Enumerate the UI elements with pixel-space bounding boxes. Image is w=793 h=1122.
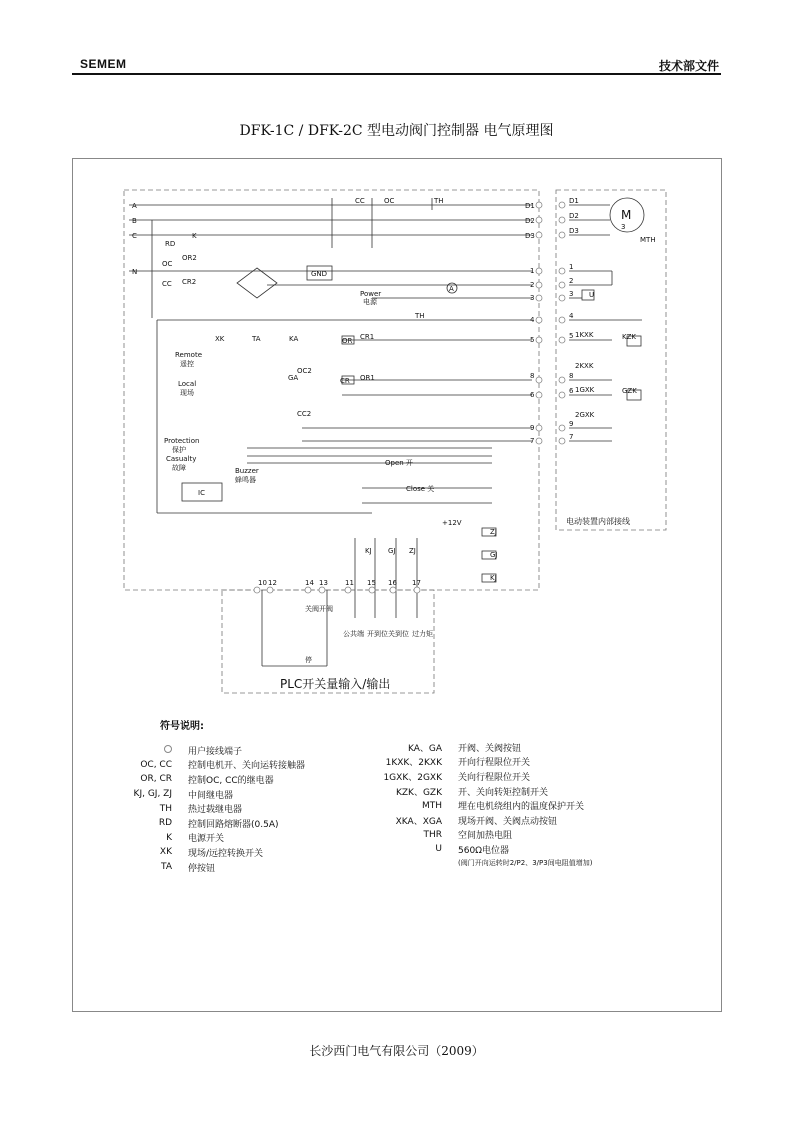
legend-left: [110, 743, 305, 874]
legend-row: [110, 816, 305, 831]
buzzer-en-label: Buzzer: [235, 467, 259, 475]
phase-b-label: B: [132, 217, 137, 225]
legend-sym: XK: [159, 847, 172, 858]
terminal-2: 2: [530, 281, 535, 289]
page-footer: 长沙西门电气有限公司（2009）: [309, 1044, 484, 1058]
legend-sym: U: [435, 844, 442, 855]
legend-sym: RD: [158, 818, 172, 829]
header-rule: [72, 73, 721, 75]
motor-phase-label: 3: [621, 223, 626, 231]
motor-terminal-d2: D2: [569, 212, 579, 220]
phase-n-label: N: [132, 268, 138, 276]
xk-label: XK: [215, 335, 225, 343]
ic-label: IC: [198, 489, 205, 497]
motor-terminal-d3: D3: [569, 227, 579, 235]
local-en-label: Local: [178, 380, 197, 388]
legend-desc: 中间继电器: [188, 790, 234, 801]
legend-row: [110, 860, 305, 875]
kj-contact-label: KJ: [365, 547, 372, 555]
ga-label: GA: [288, 374, 299, 382]
gzk-label: GZK: [622, 387, 637, 395]
cr1-label: CR1: [360, 333, 375, 341]
u-label: U: [589, 291, 595, 299]
kxk2-label: 2KXK: [575, 362, 594, 370]
remote-en-label: Remote: [175, 351, 203, 359]
kj-coil-label: KJ: [490, 574, 497, 582]
legend-row: [110, 845, 305, 860]
legend-sym: THR: [423, 829, 442, 840]
protection-cn-label: 保护: [172, 446, 186, 454]
page-title: DFK-1C / DFK-2C 型电动阀门控制器 电气原理图: [239, 123, 554, 139]
legend-sym: OC, CC: [140, 759, 172, 770]
gj-coil-label: GJ: [490, 551, 498, 559]
legend-row: [110, 831, 305, 846]
legend-desc: 热过载继电器: [188, 805, 243, 816]
casualty-cn-label: 故障: [172, 464, 186, 472]
legend-desc: 电源开关: [188, 834, 225, 845]
common-label: 公共端: [343, 630, 364, 638]
motor-side-terminal-7: 7: [569, 433, 574, 441]
terminal-8: 8: [530, 372, 535, 380]
legend-sym: K: [166, 832, 172, 843]
close-valve-label: 关阀: [305, 605, 319, 613]
terminal-d2: D2: [525, 217, 535, 225]
motor-side-terminal-1: 1: [569, 263, 574, 271]
bottom-terminal-13: 13: [319, 579, 328, 587]
power-en-label: Power: [360, 290, 382, 298]
terminal-1: 1: [530, 267, 535, 275]
oc-relay-label: OC: [162, 260, 173, 268]
legend-row: [370, 813, 592, 828]
motor-side-terminal-6: 6: [569, 387, 574, 395]
gj-contact-label: GJ: [388, 547, 396, 555]
bottom-terminal-11: 11: [345, 579, 354, 587]
legend-row: [370, 842, 592, 857]
legend-row: [370, 798, 592, 813]
cc-relay-label: CC: [162, 280, 172, 288]
wiring-schematic: [72, 158, 720, 718]
ammeter-label: A: [449, 285, 454, 293]
bottom-terminal-15: 15: [367, 579, 376, 587]
legend-row: [110, 801, 305, 816]
legend-row: [110, 758, 305, 773]
legend-row: [110, 772, 305, 787]
legend-row: [110, 743, 305, 758]
legend-desc: 开阀、关阀按钮: [458, 743, 522, 754]
legend-row: [370, 828, 592, 843]
terminal-6: 6: [530, 391, 535, 399]
open-valve-label: 开阀: [319, 605, 333, 613]
legend-sym: KZK、GZK: [395, 787, 442, 798]
motor-label: M: [621, 208, 632, 222]
bottom-terminal-12: 12: [268, 579, 277, 587]
cc-label: CC: [355, 197, 365, 205]
stop-label: 停: [305, 656, 312, 664]
closed-label: 关到位: [388, 630, 409, 638]
cr-label: CR: [340, 377, 350, 385]
legend-desc: 控制OC, CC的继电器: [188, 775, 274, 786]
legend-sym: TA: [161, 862, 172, 873]
legend-sym: MTH: [421, 800, 442, 811]
legend-desc: 控制电机开、关向运转接触器: [188, 761, 306, 772]
zj-coil-label: ZJ: [490, 528, 497, 536]
bottom-terminal-17: 17: [412, 579, 421, 587]
th-contact-label: TH: [415, 312, 425, 320]
legend-right: [370, 740, 592, 869]
inner-wiring-label: 电动装置内部接线: [566, 517, 630, 526]
motor-side-terminal-8: 8: [569, 372, 574, 380]
legend-desc: 开向行程限位开关: [458, 758, 531, 769]
torque-label: 过力矩: [412, 630, 433, 638]
terminal-d1: D1: [525, 202, 535, 210]
legend-sym: TH: [159, 803, 172, 814]
phase-c-label: C: [132, 232, 137, 240]
terminal-7: 7: [530, 437, 535, 445]
or-label: OR: [342, 337, 353, 345]
ka-label: KA: [289, 335, 299, 343]
legend-desc: 控制回路熔断器(0.5A): [188, 819, 279, 830]
legend-row: [370, 769, 592, 784]
kxk1-label: 1KXK: [575, 331, 594, 339]
legend-row: [370, 755, 592, 770]
or2-label: OR2: [182, 254, 197, 262]
cr2-label: CR2: [182, 278, 197, 286]
legend-desc: 空间加热电阻: [458, 831, 513, 842]
legend-sym: KJ, GJ, ZJ: [133, 789, 172, 800]
legend-sym: 1KXK、2KXK: [385, 758, 442, 769]
th-label: TH: [434, 197, 444, 205]
zj-contact-label: ZJ: [409, 547, 416, 555]
legend-title: 符号说明:: [160, 721, 204, 732]
bottom-terminal-14: 14: [305, 579, 314, 587]
open-label: Open 开: [385, 459, 413, 467]
oc2-label: OC2: [297, 367, 312, 375]
legend-sym: 1GXK、2GXK: [383, 772, 442, 783]
legend-desc: 560Ω电位器: [458, 845, 510, 856]
power-cn-label: 电源: [363, 298, 377, 306]
cc2-label: CC2: [297, 410, 312, 418]
terminal-3: 3: [530, 294, 535, 302]
local-cn-label: 现场: [180, 389, 194, 397]
terminal-9: 9: [530, 424, 535, 432]
ta-label: TA: [252, 335, 261, 343]
terminal-5: 5: [530, 336, 535, 344]
legend-desc: 现场开阀、关阀点动按钮: [458, 816, 558, 827]
casualty-en-label: Casualty: [166, 455, 197, 463]
or1-label: OR1: [360, 374, 375, 382]
buzzer-cn-label: 蜂鸣器: [235, 476, 256, 484]
terminal-icon: [164, 745, 172, 753]
gnd-label: GND: [311, 270, 328, 278]
legend-desc: 用户接线端子: [188, 746, 243, 757]
mth-label: MTH: [640, 236, 656, 244]
legend-desc: 关向行程限位开关: [458, 772, 531, 783]
legend-desc: 现场/远控转换开关: [188, 848, 264, 859]
motor-side-terminal-4: 4: [569, 312, 574, 320]
legend-row: [370, 740, 592, 755]
legend-row: [110, 787, 305, 802]
legend-desc: 开、关向转矩控制开关: [458, 787, 549, 798]
legend-row: [370, 784, 592, 799]
motor-side-terminal-9: 9: [569, 420, 574, 428]
phase-a-label: A: [132, 202, 137, 210]
bottom-terminal-10: 10: [258, 579, 267, 587]
motor-terminal-d1: D1: [569, 197, 579, 205]
terminal-d3: D3: [525, 232, 535, 240]
gxk2-label: 2GXK: [575, 411, 595, 419]
k-label: K: [192, 232, 197, 240]
legend-desc: 埋在电机绕组内的温度保护开关: [458, 802, 585, 813]
kzk-label: KZK: [622, 333, 636, 341]
gxk1-label: 1GXK: [575, 386, 595, 394]
motor-side-terminal-5: 5: [569, 332, 574, 340]
legend-sym: XKA、XGA: [395, 816, 442, 827]
legend-desc: 停按钮: [188, 863, 216, 874]
terminal-4: 4: [530, 316, 535, 324]
rd-label: RD: [165, 240, 176, 248]
header-doc-type: 技术部文件: [658, 59, 719, 73]
protection-en-label: Protection: [164, 437, 200, 445]
opened-label: 开到位: [367, 630, 388, 638]
legend-sym: OR, CR: [140, 774, 172, 785]
motor-side-terminal-3: 3: [569, 290, 574, 298]
legend-note: (阀门开向运转时2/P2、3/P3间电阻值增加): [458, 858, 593, 867]
remote-cn-label: 遥控: [180, 360, 194, 368]
bottom-terminal-16: 16: [388, 579, 397, 587]
legend-sym: KA、GA: [407, 743, 442, 754]
plc-label: PLC开关量输入/输出: [280, 677, 391, 691]
close-label: Close 关: [406, 485, 435, 493]
header-brand: SEMEM: [80, 57, 127, 71]
motor-side-terminal-2: 2: [569, 277, 574, 285]
oc-label: OC: [384, 197, 395, 205]
v12-label: +12V: [442, 519, 462, 527]
